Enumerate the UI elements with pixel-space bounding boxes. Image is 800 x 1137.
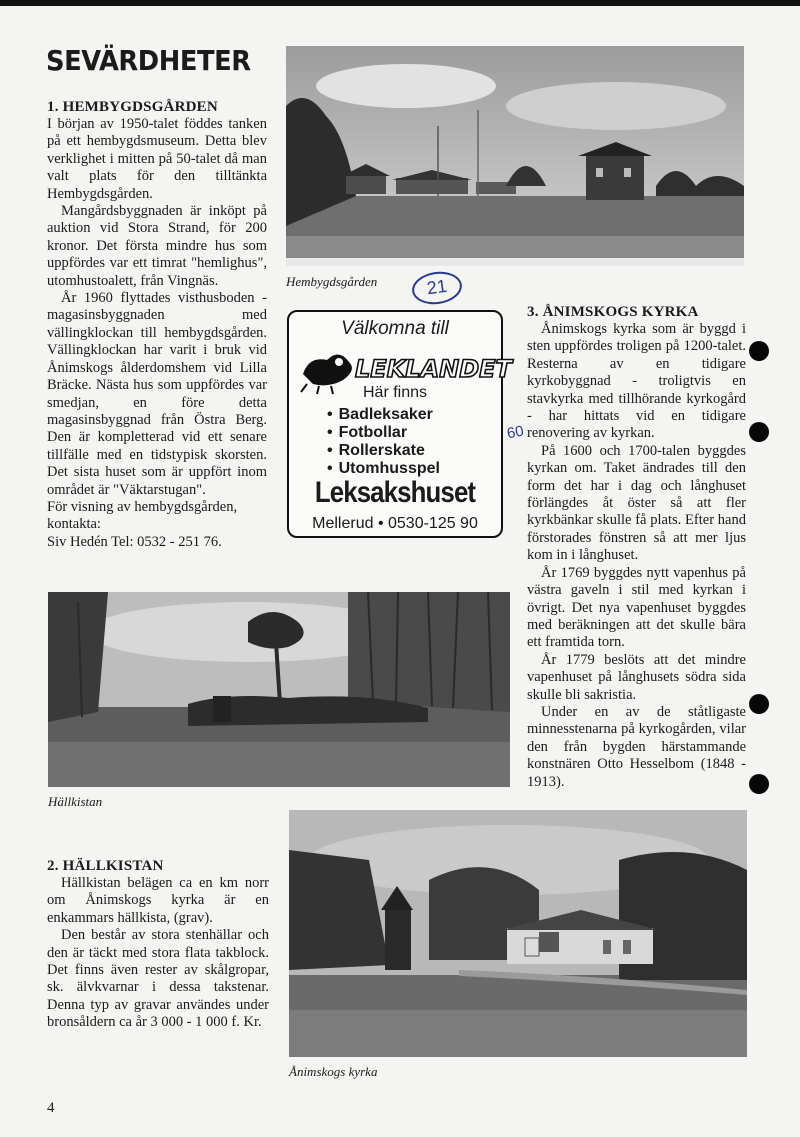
list-item: • Utomhusspel	[327, 460, 440, 478]
section-animskogs-kyrka	[527, 304, 746, 791]
binder-hole	[749, 422, 769, 442]
section-hembygdsgarden	[47, 99, 267, 551]
paragraph: År 1769 byggdes nytt vapenhus på västra gaveln i stil med kyrkan i övrigt. Det nya vapenhuset byggdes med beräkningen att det skulle bära ett framtida torn.	[527, 564, 746, 651]
photo-animskogs-kyrka	[289, 810, 747, 1057]
page-number: 4	[47, 1100, 55, 1116]
section-heading: 3. ÅNIMSKOGS KYRKA	[527, 304, 699, 320]
paragraph: För visning av hembygdsgården, kontakta:	[47, 498, 238, 533]
list-item: • Badleksaker	[327, 406, 440, 424]
section-hallkistan	[47, 858, 269, 1032]
advertisement-leksakshuset	[287, 310, 512, 538]
list-item: • Rollerskate	[327, 442, 440, 460]
ad-item-list	[327, 406, 440, 478]
paragraph: Mangårdsbyggnaden är inköpt på auktion vid Stora Strand, för 200 kronor. Det första mindre hus som uppfördes var ett timrat "hemlighus", utomhustoalett, från Vingnäs.	[47, 203, 267, 289]
paragraph: I början av 1950-talet föddes tanken på ett hembygdsmuseum. Detta blev verklighet i mitten på 50-talet då man valt plats för den tilltänkta Hembygdsgården.	[47, 116, 267, 202]
paragraph: År 1779 beslöts att det mindre vapenhuset på långhusets södra sida skulle bli sakristia.	[527, 651, 746, 703]
paragraph: På 1600 och 1700-talen byggdes kyrkan om. Taket ändrades till den form det har i dag och långhuset förlängdes åt öster så att fler kyrkbänkar skulle få plats. Efter hand förstorades fönstren så att mer ljus kom in i långhuset.	[527, 442, 746, 564]
ad-welcome-text: Välkomna till	[341, 318, 449, 339]
paragraph: År 1960 flyttades visthusboden - magasinsbyggnaden med vällingklockan till hembygdsgården. Vällingklockan har varit i bruk vid Ånimskogs ålderdomshem vid Lilla Bräcke. Nästa hus som uppfördes var smedjan, en före detta magasinsbyggnad från Östra Berg. Den är kompletterad vid ett senare tillfälle med en tidstypisk skorsten. Det sista huset som är uppfört inom området är "Väktarstugan".	[47, 290, 267, 498]
caption-animskogs-kyrka: Ånimskogs kyrka	[289, 1064, 378, 1079]
binder-hole	[749, 774, 769, 794]
binder-hole	[749, 341, 769, 361]
photo-hembygdsgarden	[286, 46, 744, 266]
list-item: • Fotbollar	[327, 424, 440, 442]
binder-hole	[749, 694, 769, 714]
paragraph: Under en av de ståtligaste minnesstenarna på kyrkogården, vilar den från bygden härstammande konstnären Otto Hesselbom (1848 - 1913).	[527, 703, 746, 790]
page-title: SEVÄRDHETER	[46, 44, 251, 77]
caption-hembygdsgarden: Hembygdsgården	[286, 274, 378, 289]
handwritten-side-mark: 60	[505, 422, 526, 443]
paragraph: Hällkistan belägen ca en km norr om Ånimskogs kyrka är en enkammars hällkista, (grav).	[47, 875, 269, 926]
paragraph: Ånimskogs kyrka som är byggd i sten uppfördes troligen på 1200-talet. Resterna av en tidigare kyrkobyggnad - troligtvis en stavkyrka med tillhörande kyrkogård - har hittats vid en tidigare renovering av kyrkan.	[527, 321, 746, 442]
ad-shop-name: Leksakshuset	[314, 476, 476, 509]
section-heading: 1. HEMBYGDSGÅRDEN	[47, 99, 218, 115]
section-heading: 2. HÄLLKISTAN	[47, 858, 164, 874]
photo-hallkistan	[48, 592, 510, 787]
page-top-edge	[0, 0, 800, 6]
paragraph: Den består av stora stenhällar och den är täckt med stora flata takblock. Det finns även rester av skålgropar, sk. älvkvarnar i dessa takstenar. Denna typ av gravar användes under bronsåldern ca år 3 000 - 1 000 f. Kr.	[47, 927, 269, 1031]
ad-logo-text: LEKLANDET	[355, 355, 512, 383]
contact-line: Siv Hedén Tel: 0532 - 251 76.	[47, 533, 222, 550]
caption-hallkistan: Hällkistan	[48, 794, 103, 809]
handwritten-circle-mark: 21	[410, 269, 464, 308]
ad-intro-text: Här finns	[362, 384, 428, 401]
ad-contact: Mellerud • 0530-125 90	[312, 515, 478, 532]
